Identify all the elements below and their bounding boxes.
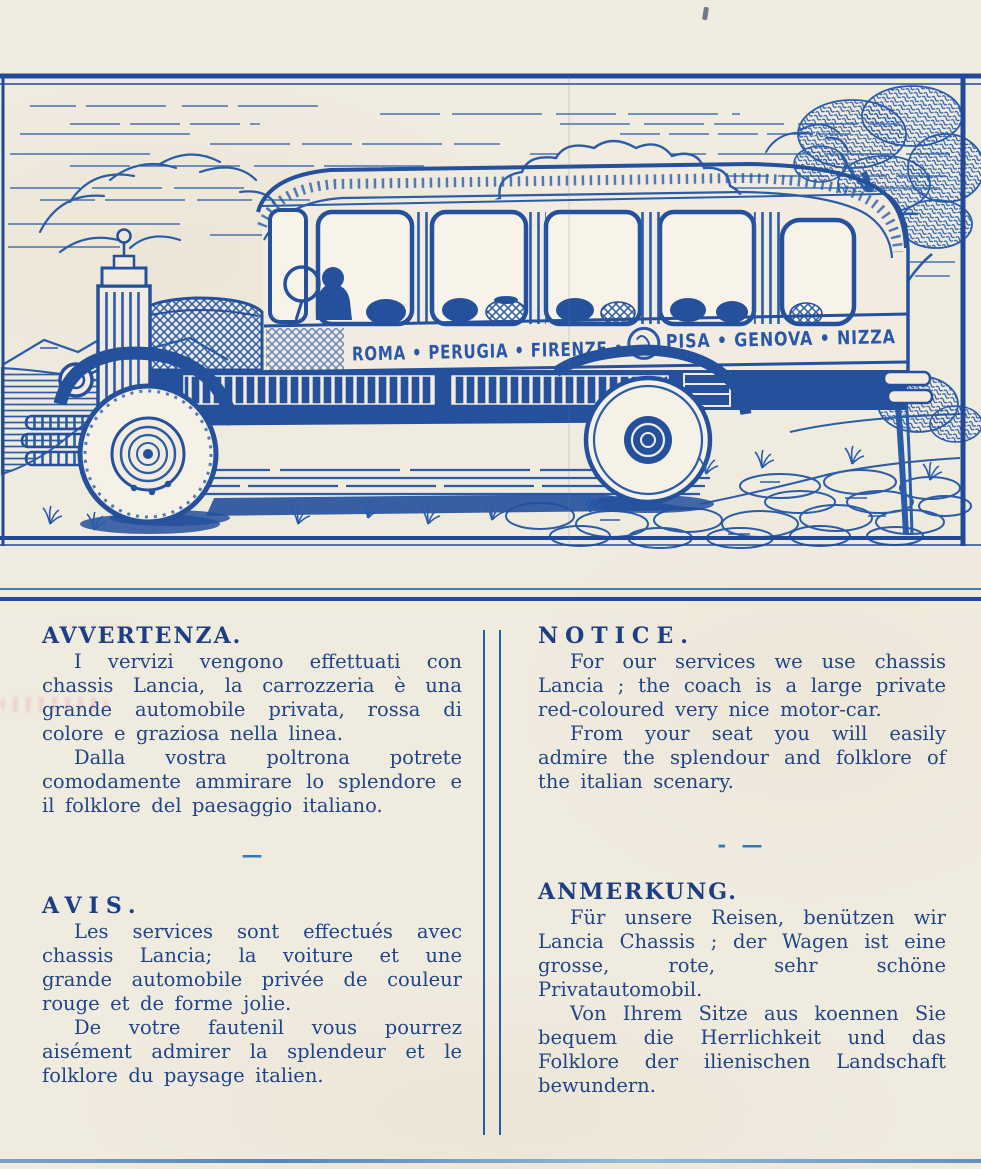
horizontal-rule — [0, 588, 981, 601]
rear-bumper — [884, 372, 930, 385]
left-column — [42, 622, 462, 1088]
section-italian — [42, 622, 462, 818]
section-divider-right: - — — [717, 832, 767, 857]
english-paragraph-2: From your seat you will easily admire the splendour and folklore of the italian scenary. — [538, 722, 946, 793]
bus-illustration — [0, 72, 981, 550]
german-paragraph-2: Von Ihrem Sitze aus koennen Sie bequem die Herrlichkeit und das Folklore der ilienischen Landschaft bewundern. — [538, 1002, 946, 1097]
section-title-french: AVIS. — [42, 893, 143, 919]
german-paragraph-1: Für unsere Reisen, benützen wir Lancia Chassis ; der Wagen ist eine grosse, rote, sehr schöne Privatautomobil. — [538, 906, 946, 1001]
bottom-edge-line — [0, 1159, 981, 1163]
section-title-german: ANMERKUNG. — [538, 879, 738, 905]
section-english — [538, 622, 946, 794]
rear-wheel — [586, 378, 714, 513]
radiator-ornament — [118, 230, 131, 243]
section-german — [538, 878, 946, 1098]
english-paragraph-1: For our services we use chassis Lancia ; the coach is a large private red-coloured very nice motor-car. — [538, 650, 946, 721]
french-paragraph-1: Les services sont effectués avec chassis Lancia; la voiture et une grande automobile privée de couleur rouge et de forme jolie. — [42, 920, 462, 1015]
ink-speck — [702, 7, 709, 21]
paper-crease — [568, 76, 570, 544]
french-paragraph-2: De votre fautenil vous pourrez aisément admirer la splendeur et le folklore du paysage italien. — [42, 1016, 462, 1087]
right-column — [538, 622, 946, 1098]
route-text-right: PISA • GENOVA • NIZZA — [665, 325, 941, 353]
section-title-italian: AVVERTENZA. — [42, 623, 243, 649]
section-divider-left: — — [241, 842, 263, 867]
section-title-english: NOTICE. — [538, 623, 695, 649]
italian-paragraph-2: Dalla vostra poltrona potrete comodamente ammirare lo splendore e il folklore del paesaggio italiano. — [42, 746, 462, 817]
italian-paragraph-1: I vervizi vengono effettuati con chassis Lancia, la carrozzeria è una grande automobile privata, rossa di colore e graziosa nella linea. — [42, 650, 462, 745]
column-divider — [483, 630, 501, 1135]
cloud-left — [40, 154, 278, 252]
route-text-left: ROMA • PERUGIA • FIRENZE • — [351, 336, 697, 366]
section-french — [42, 892, 462, 1088]
cowl-hatch — [266, 328, 344, 370]
